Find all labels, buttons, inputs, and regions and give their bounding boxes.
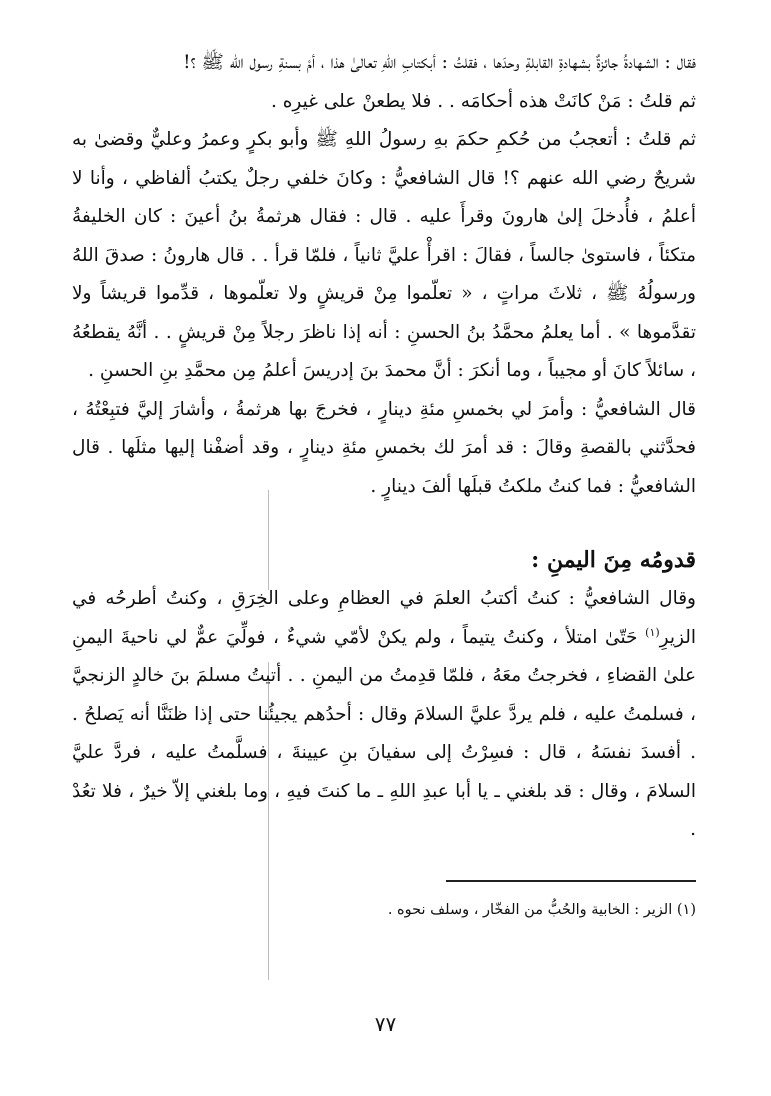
footnote-reference: (١) xyxy=(645,625,660,639)
paragraph-testimony: فقال : الشهادةُ جائزةٌ بشهادةِ القابلةِ وحدَها ، فقلتُ : أبكتابِ اللهِ تعالىٰ هذا ، أمْ بسنةِ رسول الله ﷺ ؟! xyxy=(183,52,696,73)
paragraph-yemen xyxy=(72,580,696,850)
paragraph-yemen-part2: حَتّىٰ امتلأ ، وكنتُ يتيماً ، ولم يكنْ لأمّي شيءٌ ، فولِّيَ عمٌّ لي ناحيةَ اليمنِ علىٰ القضاءِ ، فخرجتُ معَهُ ، فلمّا قدِمتُ من اليمنِ . . أتيتُ مسلمَ بنَ خالدٍ الزنجيَّ ، فسلمتُ عليه ، فلم يردَّ عليَّ السلامَ وقال : أحدُهم يجيئُنا حتى إذا ظنَنَّا أنه يَصلحُ . . أفسدَ نفسَهُ ، قال : فسِرْتُ إلى سفيانَ بنِ عيينةَ ، فسلَّمتُ عليه ، فردَّ عليَّ السلامَ ، وقال : قد بلغني ـ يا أبا عبدِ اللهِ ـ ما كنتَ فيهِ ، وما بلغني إلاّ خيرٌ ، فلا تعُدْ . xyxy=(72,626,696,840)
footnote-text: (١) الزير : الخابية والحُبُّ من الفخّار ، وسلف نحوه . xyxy=(387,901,696,918)
footnote-divider xyxy=(446,880,696,882)
paragraph-judgments: ثم قلتُ : مَنْ كانَتْ هذه أحكامَه . . فلا يطعنْ على غيرِه . xyxy=(270,90,696,112)
page-number: ٧٧ xyxy=(374,1012,397,1036)
paragraph-reward: قال الشافعيُّ : وأمرَ لي بخمسِ مئةِ دينارٍ ، فخرجَ بها هرثمةُ ، وأشارَ إليَّ فتبِعْتُهُ ، فحدَّثني بالقصةِ وقالَ : قد أمرَ لك بخمسِ مئةِ دينارٍ ، وقد أضفْنا إليها مثلَها . قال الشافعيُّ : فما كنتُ ملكتُ قبلَها ألفَ دينارٍ . xyxy=(72,398,696,497)
section-heading-yemen: قدومُه مِنَ اليمنِ : xyxy=(531,547,696,573)
page-body xyxy=(72,44,696,922)
paragraph-yemen-part1: وقال الشافعيُّ : كنتُ أكتبُ العلمَ في العظامِ وعلى الخِرَقِ ، وكنتُ أطرحُه في الزيرِ xyxy=(72,588,696,648)
paragraph-harun-story: ثم قلتُ : أتعجبُ من حُكمِ حكمَ بهِ رسولُ اللهِ ﷺ وأبو بكرٍ وعمرُ وعليٌّ وقضىٰ به شريحٌ رضي الله عنهم ؟! قال الشافعيُّ : وكانَ خلفي رجلٌ يكتبُ ألفاظي ، وأنا لا أعلمُ ، فأُدخلَ إلىٰ هارونَ وقرأَ عليه . قال : فقال هرثمةُ بنُ أعينَ : كان الخليفةُ متكئاً ، فاستوىٰ جالساً ، فقالَ : اقرأْ عليَّ ثانياً ، فلمّا قرأ . . قال هارونُ : صدقَ اللهُ ورسولُهُ ﷺ ، ثلاثَ مراتٍ ، « تعلّموا مِنْ قريشٍ ولا تعلّموها ، قدِّموا قريشاً ولا تقدَّموها » . أما يعلمُ محمَّدُ بنُ الحسنِ : أنه إذا ناظرَ رجلاً مِنْ قريشٍ . . أنَّهُ يقطعُهُ ، سائلاً كانَ أو مجيباً ، وما أنكرَ : أنَّ محمدَ بنَ إدريسَ أعلمُ مِن محمَّدِ بنِ الحسنِ . xyxy=(72,129,696,381)
